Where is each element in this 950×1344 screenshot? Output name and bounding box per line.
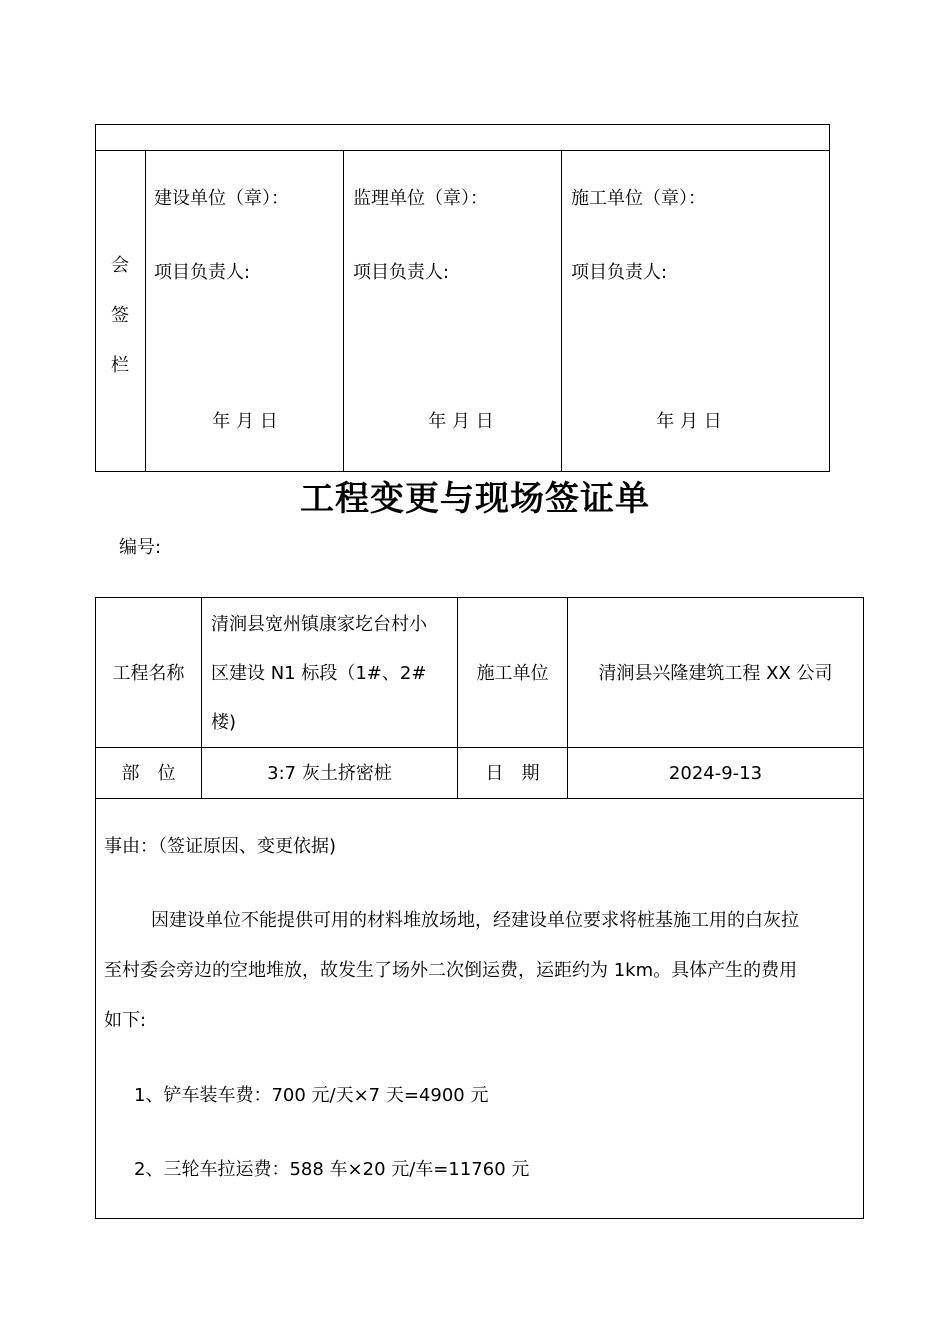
project-name-line: 清涧县宽州镇康家圪台村小	[211, 614, 427, 635]
contractor-person-label: 项目负责人:	[571, 262, 668, 283]
sign-side-char: 签	[111, 305, 129, 326]
cost-item: 1、铲车装车费：700 元/天×7 天=4900 元	[134, 1085, 489, 1106]
date-value: 2024-9-13	[668, 763, 763, 784]
reason-line: 至村委会旁边的空地堆放，故发生了场外二次倒运费，运距约为 1km。具体产生的费用	[104, 960, 798, 981]
construction-unit-label: 建设单位（章）：	[154, 188, 289, 209]
contractor-unit-label: 施工单位（章）：	[571, 188, 706, 209]
supervision-date-label: 年 月 日	[428, 411, 494, 432]
form-number-label: 编号:	[119, 537, 162, 558]
project-name-line: 楼)	[211, 712, 237, 733]
location-value: 3:7 灰土挤密桩	[267, 763, 392, 784]
contractor-value: 清涧县兴隆建筑工程 XX 公司	[598, 663, 833, 684]
location-label: 部 位	[121, 763, 176, 784]
cost-item: 2、三轮车拉运费：588 车×20 元/车=11760 元	[134, 1159, 530, 1180]
supervision-person-label: 项目负责人:	[353, 262, 450, 283]
sign-side-char: 栏	[111, 355, 129, 376]
sign-side-label	[95, 251, 145, 401]
contractor-label: 施工单位	[476, 663, 549, 684]
reason-heading: 事由：（签证原因、变更依据)	[104, 836, 337, 857]
page-title: 工程变更与现场签证单	[300, 479, 650, 519]
construction-date-label: 年 月 日	[212, 411, 278, 432]
project-name-line: 区建设 N1 标段（1#、2#	[211, 663, 427, 684]
project-name-label: 工程名称	[112, 663, 185, 684]
reason-line: 如下:	[104, 1010, 147, 1031]
contractor-date-label: 年 月 日	[656, 411, 722, 432]
sign-side-char: 会	[111, 255, 129, 276]
supervision-unit-label: 监理单位（章）：	[353, 188, 488, 209]
date-label: 日 期	[485, 763, 540, 784]
construction-person-label: 项目负责人:	[154, 262, 251, 283]
reason-line: 因建设单位不能提供可用的材料堆放场地，经建设单位要求将桩基施工用的白灰拉	[151, 910, 799, 931]
